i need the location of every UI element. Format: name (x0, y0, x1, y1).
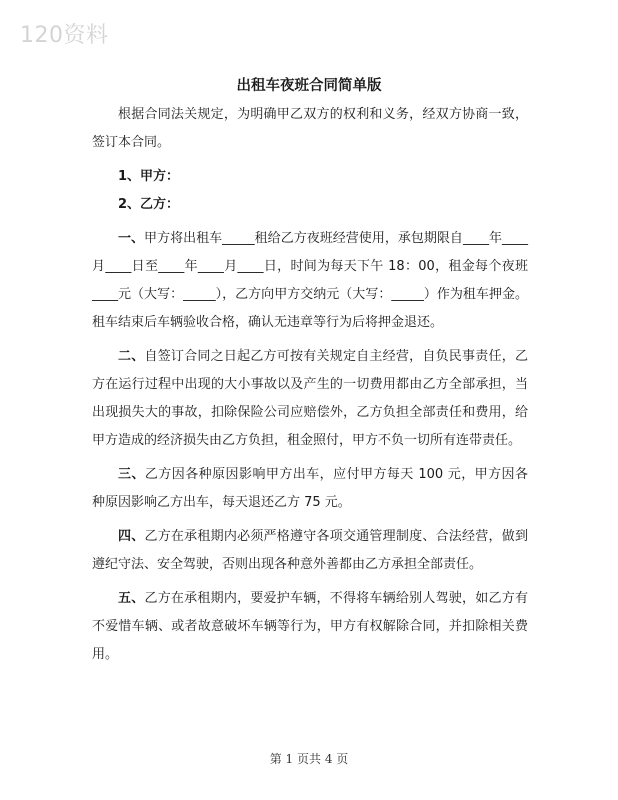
clause-text: 自签订合同之日起乙方可按有关规定自主经营，自负民事责任，乙方在运行过程中出现的大小事故以及产生的一切费用都由乙方全部承担，当出现损失大的事故，扣除保险公司应赔偿外，乙方负担全部责任和费用，给甲方造成的经济损失由乙方负担，租金照付，甲方不负一切所有连带责任。 (92, 349, 528, 448)
document-body (92, 101, 528, 675)
clause-3 (92, 461, 528, 517)
watermark: 120资料 (20, 23, 109, 48)
clause-number: 四、 (118, 529, 145, 544)
clause-number: 二、 (118, 349, 145, 364)
clause-text: 乙方在承租期内必须严格遵守各项交通管理制度、合法经营，做到遵纪守法、安全驾驶，否则出现各种意外善都由乙方承担全部责任。 (92, 529, 528, 572)
party-a-line: 1、甲方： (118, 169, 180, 184)
clause-text: 甲方将出租车_____租给乙方夜班经营使用，承包期限自____年____月____日至____年____月____日，时间为每天下午 18：00，租金每个夜班____元（大写：_____），乙方向甲方交纳元（大写：_____）作为租车押金。租车结束后车辆验收合格，确认无违章等行为后将押金退还。 (92, 231, 528, 330)
document-title: 出租车夜班合同简单版 (236, 78, 382, 94)
clause-number: 一、 (118, 231, 145, 246)
clause-4 (92, 523, 528, 579)
intro-paragraph: 根据合同法关规定，为明确甲乙双方的权利和义务，经双方协商一致，签订本合同。 (92, 107, 528, 150)
clause-number: 五、 (118, 591, 145, 606)
page-footer: 第 1 页共 4 页 (269, 752, 349, 766)
clause-number: 三、 (118, 467, 145, 482)
clause-1 (92, 225, 528, 337)
clause-text: 乙方因各种原因影响甲方出车，应付甲方每天 100 元，甲方因各种原因影响乙方出车，每天退还乙方 75 元。 (92, 467, 528, 510)
clause-text: 乙方在承租期内，要爱护车辆，不得将车辆给别人驾驶，如乙方有不爱惜车辆、或者故意破坏车辆等行为，甲方有权解除合同，并扣除相关费用。 (92, 591, 528, 662)
clause-5 (92, 585, 528, 669)
clause-2 (92, 343, 528, 455)
party-b-line: 2、乙方： (118, 197, 180, 212)
